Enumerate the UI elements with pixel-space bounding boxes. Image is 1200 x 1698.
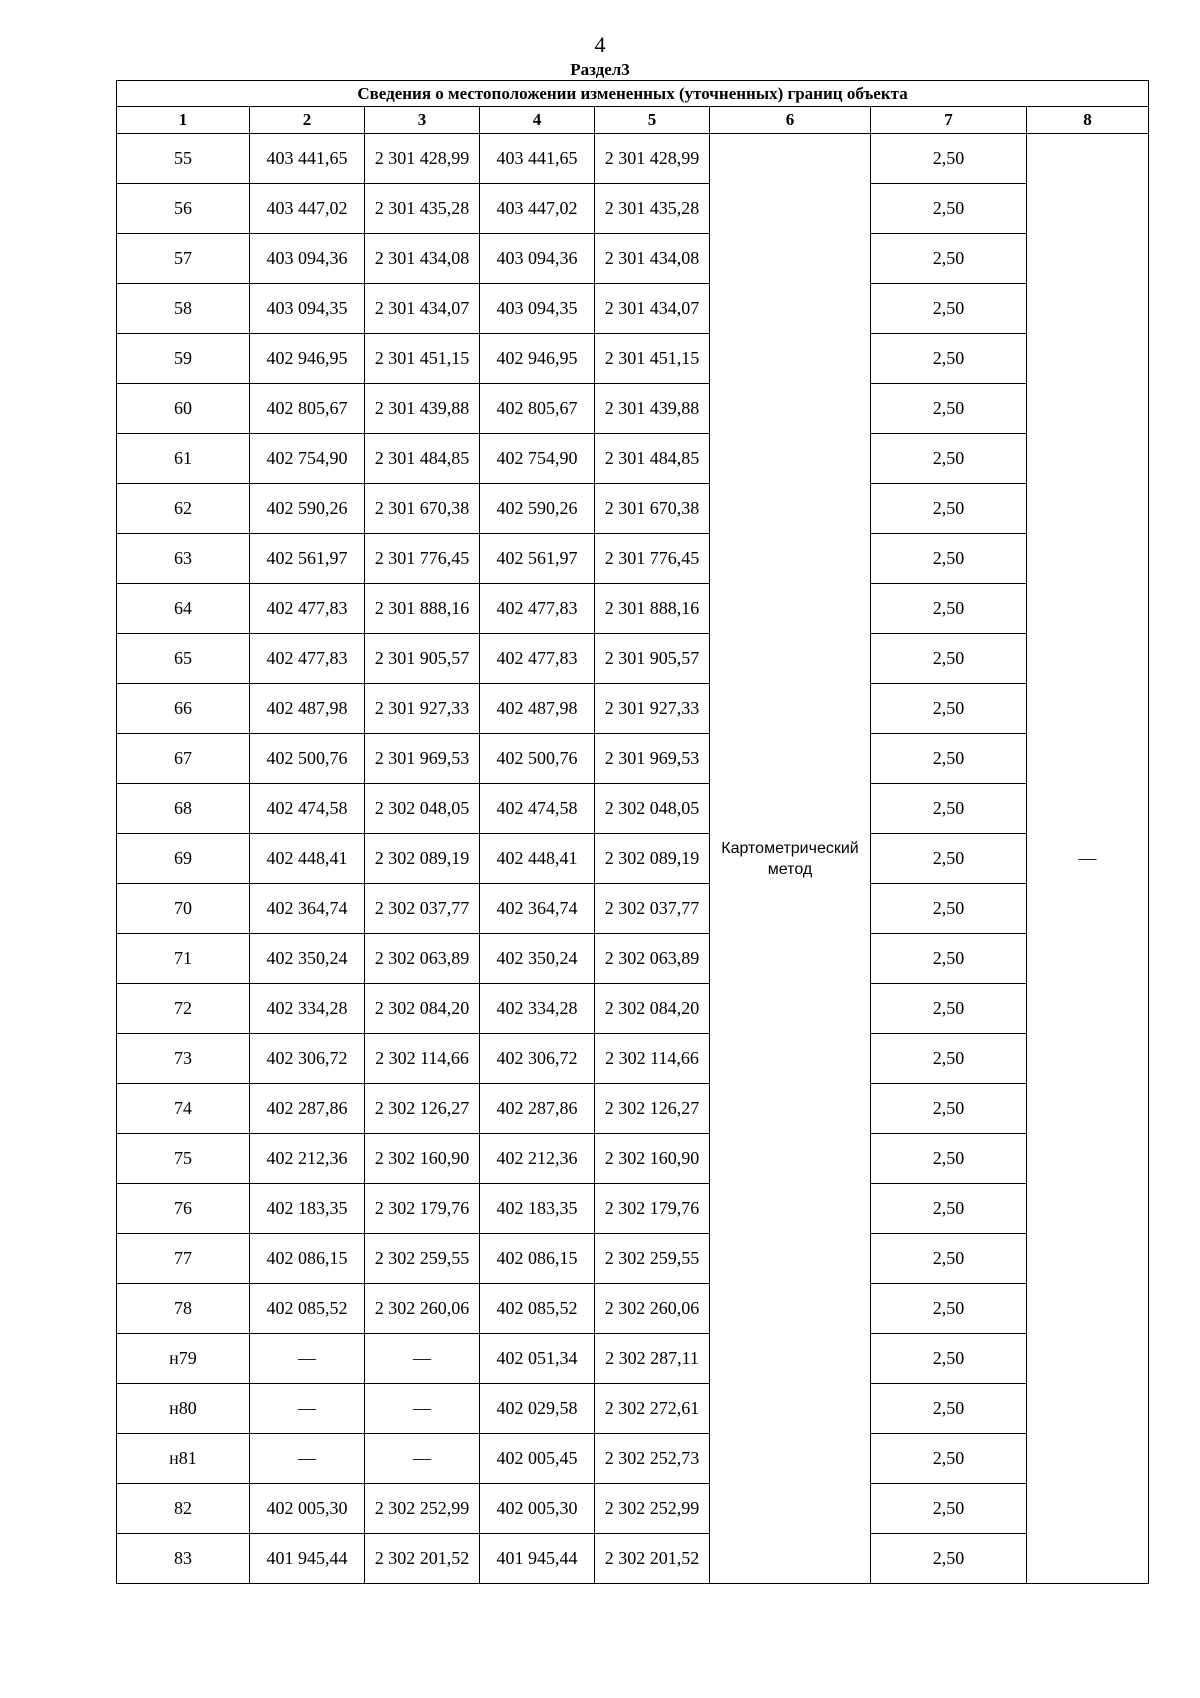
existing-y-cell: 2 301 969,53 [365, 734, 480, 784]
existing-y-cell: — [365, 1334, 480, 1384]
refined-x-cell: 403 447,02 [480, 184, 595, 234]
table-row [117, 784, 1149, 834]
existing-x-cell: 402 085,52 [250, 1284, 365, 1334]
refined-y-cell: 2 302 287,11 [595, 1334, 710, 1384]
table-row [117, 734, 1149, 784]
existing-y-cell: 2 302 252,99 [365, 1484, 480, 1534]
refined-y-cell: 2 301 439,88 [595, 384, 710, 434]
existing-x-cell: 402 005,30 [250, 1484, 365, 1534]
refined-x-cell: 402 029,58 [480, 1384, 595, 1434]
existing-y-cell: 2 302 114,66 [365, 1034, 480, 1084]
existing-x-cell: 402 183,35 [250, 1184, 365, 1234]
point-number-cell: 64 [117, 584, 250, 634]
table-row [117, 1434, 1149, 1484]
table-row [117, 134, 1149, 184]
refined-y-cell: 2 301 969,53 [595, 734, 710, 784]
accuracy-cell: 2,50 [871, 134, 1027, 184]
accuracy-cell: 2,50 [871, 1334, 1027, 1384]
point-number-cell: н79 [117, 1334, 250, 1384]
existing-y-cell: 2 302 260,06 [365, 1284, 480, 1334]
accuracy-cell: 2,50 [871, 184, 1027, 234]
existing-y-cell: 2 302 037,77 [365, 884, 480, 934]
accuracy-cell: 2,50 [871, 934, 1027, 984]
refined-y-cell: 2 301 888,16 [595, 584, 710, 634]
refined-x-cell: 402 306,72 [480, 1034, 595, 1084]
refined-x-cell: 402 500,76 [480, 734, 595, 784]
existing-x-cell: 403 447,02 [250, 184, 365, 234]
accuracy-cell: 2,50 [871, 1134, 1027, 1184]
refined-y-cell: 2 301 434,07 [595, 284, 710, 334]
table-row [117, 284, 1149, 334]
refined-x-cell: 402 086,15 [480, 1234, 595, 1284]
accuracy-cell: 2,50 [871, 1284, 1027, 1334]
existing-x-cell: 402 287,86 [250, 1084, 365, 1134]
existing-x-cell: 402 500,76 [250, 734, 365, 784]
table-row [117, 934, 1149, 984]
refined-y-cell: 2 301 484,85 [595, 434, 710, 484]
refined-y-cell: 2 301 434,08 [595, 234, 710, 284]
refined-x-cell: 402 051,34 [480, 1334, 595, 1384]
existing-x-cell: 403 094,35 [250, 284, 365, 334]
refined-y-cell: 2 302 272,61 [595, 1384, 710, 1434]
accuracy-cell: 2,50 [871, 1234, 1027, 1284]
table-row [117, 634, 1149, 684]
table-row [117, 1184, 1149, 1234]
column-header: 6 [710, 107, 871, 134]
refined-y-cell: 2 302 160,90 [595, 1134, 710, 1184]
point-number-cell: 59 [117, 334, 250, 384]
refined-x-cell: 402 183,35 [480, 1184, 595, 1234]
accuracy-cell: 2,50 [871, 1034, 1027, 1084]
refined-x-cell: 402 350,24 [480, 934, 595, 984]
table-row [117, 1034, 1149, 1084]
existing-y-cell: 2 302 063,89 [365, 934, 480, 984]
refined-y-cell: 2 302 260,06 [595, 1284, 710, 1334]
existing-x-cell: 402 946,95 [250, 334, 365, 384]
point-number-cell: 75 [117, 1134, 250, 1184]
point-number-cell: 83 [117, 1534, 250, 1584]
table-row [117, 1484, 1149, 1534]
existing-y-cell: 2 302 089,19 [365, 834, 480, 884]
table-row [117, 184, 1149, 234]
column-header: 8 [1027, 107, 1149, 134]
existing-y-cell: 2 301 439,88 [365, 384, 480, 434]
table-row [117, 234, 1149, 284]
existing-y-cell: 2 301 776,45 [365, 534, 480, 584]
point-number-cell: 71 [117, 934, 250, 984]
accuracy-cell: 2,50 [871, 984, 1027, 1034]
refined-x-cell: 402 287,86 [480, 1084, 595, 1134]
refined-y-cell: 2 302 259,55 [595, 1234, 710, 1284]
existing-x-cell: 402 334,28 [250, 984, 365, 1034]
coordinates-table [116, 80, 1149, 1584]
point-number-cell: 70 [117, 884, 250, 934]
refined-x-cell: 402 474,58 [480, 784, 595, 834]
refined-x-cell: 402 477,83 [480, 634, 595, 684]
point-number-cell: н81 [117, 1434, 250, 1484]
existing-x-cell: 402 364,74 [250, 884, 365, 934]
point-number-cell: 77 [117, 1234, 250, 1284]
point-number-cell: 56 [117, 184, 250, 234]
refined-x-cell: 402 364,74 [480, 884, 595, 934]
table-row [117, 434, 1149, 484]
existing-x-cell: — [250, 1334, 365, 1384]
refined-x-cell: 402 805,67 [480, 384, 595, 434]
refined-y-cell: 2 302 084,20 [595, 984, 710, 1034]
accuracy-cell: 2,50 [871, 1484, 1027, 1534]
refined-y-cell: 2 301 435,28 [595, 184, 710, 234]
refined-x-cell: 402 334,28 [480, 984, 595, 1034]
existing-y-cell: 2 302 126,27 [365, 1084, 480, 1134]
accuracy-cell: 2,50 [871, 884, 1027, 934]
table-row [117, 534, 1149, 584]
refined-x-cell: 402 005,45 [480, 1434, 595, 1484]
point-number-cell: н80 [117, 1384, 250, 1434]
refined-y-cell: 2 302 179,76 [595, 1184, 710, 1234]
existing-x-cell: 402 754,90 [250, 434, 365, 484]
column-header: 7 [871, 107, 1027, 134]
table-row [117, 384, 1149, 434]
table-row [117, 1084, 1149, 1134]
column-header: 2 [250, 107, 365, 134]
point-number-cell: 63 [117, 534, 250, 584]
existing-y-cell: 2 301 888,16 [365, 584, 480, 634]
table-row [117, 834, 1149, 884]
existing-x-cell: 402 474,58 [250, 784, 365, 834]
existing-y-cell: 2 302 160,90 [365, 1134, 480, 1184]
refined-x-cell: 403 094,35 [480, 284, 595, 334]
accuracy-cell: 2,50 [871, 384, 1027, 434]
existing-x-cell: — [250, 1434, 365, 1484]
existing-y-cell: 2 301 484,85 [365, 434, 480, 484]
accuracy-cell: 2,50 [871, 734, 1027, 784]
table-caption: Сведения о местоположении измененных (уточненных) границ объекта [117, 81, 1149, 107]
accuracy-cell: 2,50 [871, 284, 1027, 334]
refined-y-cell: 2 301 927,33 [595, 684, 710, 734]
point-number-cell: 74 [117, 1084, 250, 1134]
accuracy-cell: 2,50 [871, 534, 1027, 584]
existing-x-cell: 403 441,65 [250, 134, 365, 184]
point-number-cell: 57 [117, 234, 250, 284]
accuracy-cell: 2,50 [871, 1534, 1027, 1584]
existing-x-cell: 402 477,83 [250, 634, 365, 684]
refined-x-cell: 402 487,98 [480, 684, 595, 734]
existing-x-cell: 402 561,97 [250, 534, 365, 584]
existing-x-cell: 402 805,67 [250, 384, 365, 434]
existing-x-cell: — [250, 1384, 365, 1434]
refined-y-cell: 2 302 114,66 [595, 1034, 710, 1084]
accuracy-cell: 2,50 [871, 584, 1027, 634]
existing-x-cell: 402 350,24 [250, 934, 365, 984]
existing-x-cell: 402 477,83 [250, 584, 365, 634]
existing-x-cell: 403 094,36 [250, 234, 365, 284]
point-number-cell: 73 [117, 1034, 250, 1084]
existing-x-cell: 402 306,72 [250, 1034, 365, 1084]
refined-x-cell: 402 005,30 [480, 1484, 595, 1534]
table-row [117, 584, 1149, 634]
refined-x-cell: 402 448,41 [480, 834, 595, 884]
existing-x-cell: 401 945,44 [250, 1534, 365, 1584]
column-header: 5 [595, 107, 710, 134]
accuracy-cell: 2,50 [871, 1434, 1027, 1484]
refined-y-cell: 2 302 089,19 [595, 834, 710, 884]
existing-y-cell: 2 301 905,57 [365, 634, 480, 684]
accuracy-cell: 2,50 [871, 634, 1027, 684]
point-number-cell: 68 [117, 784, 250, 834]
refined-y-cell: 2 301 776,45 [595, 534, 710, 584]
refined-y-cell: 2 301 670,38 [595, 484, 710, 534]
method-cell: Картометрический метод [710, 134, 871, 1584]
existing-y-cell: 2 301 927,33 [365, 684, 480, 734]
existing-x-cell: 402 448,41 [250, 834, 365, 884]
refined-x-cell: 401 945,44 [480, 1534, 595, 1584]
point-number-cell: 82 [117, 1484, 250, 1534]
table-row [117, 684, 1149, 734]
point-number-cell: 76 [117, 1184, 250, 1234]
table-row [117, 884, 1149, 934]
refined-y-cell: 2 301 905,57 [595, 634, 710, 684]
point-number-cell: 55 [117, 134, 250, 184]
existing-y-cell: 2 302 259,55 [365, 1234, 480, 1284]
refined-x-cell: 402 477,83 [480, 584, 595, 634]
accuracy-cell: 2,50 [871, 234, 1027, 284]
point-number-cell: 69 [117, 834, 250, 884]
table-row [117, 1134, 1149, 1184]
existing-x-cell: 402 590,26 [250, 484, 365, 534]
refined-y-cell: 2 302 252,99 [595, 1484, 710, 1534]
accuracy-cell: 2,50 [871, 834, 1027, 884]
existing-y-cell: 2 302 179,76 [365, 1184, 480, 1234]
table-row [117, 334, 1149, 384]
existing-x-cell: 402 212,36 [250, 1134, 365, 1184]
existing-y-cell: 2 301 451,15 [365, 334, 480, 384]
refined-x-cell: 403 094,36 [480, 234, 595, 284]
accuracy-cell: 2,50 [871, 1084, 1027, 1134]
refined-x-cell: 402 754,90 [480, 434, 595, 484]
table-row [117, 1284, 1149, 1334]
existing-x-cell: 402 487,98 [250, 684, 365, 734]
accuracy-cell: 2,50 [871, 684, 1027, 734]
existing-y-cell: 2 302 201,52 [365, 1534, 480, 1584]
table-row [117, 1384, 1149, 1434]
existing-y-cell: 2 301 428,99 [365, 134, 480, 184]
column-header: 1 [117, 107, 250, 134]
point-number-cell: 62 [117, 484, 250, 534]
existing-y-cell: 2 301 434,07 [365, 284, 480, 334]
refined-y-cell: 2 302 048,05 [595, 784, 710, 834]
table-row [117, 1534, 1149, 1584]
table-row [117, 984, 1149, 1034]
column-header: 3 [365, 107, 480, 134]
refined-x-cell: 402 590,26 [480, 484, 595, 534]
table-row [117, 1234, 1149, 1284]
refined-y-cell: 2 302 252,73 [595, 1434, 710, 1484]
note-cell: — [1027, 134, 1149, 1584]
refined-y-cell: 2 301 428,99 [595, 134, 710, 184]
existing-y-cell: — [365, 1384, 480, 1434]
existing-y-cell: 2 301 435,28 [365, 184, 480, 234]
point-number-cell: 60 [117, 384, 250, 434]
refined-y-cell: 2 302 037,77 [595, 884, 710, 934]
refined-y-cell: 2 301 451,15 [595, 334, 710, 384]
existing-y-cell: 2 302 084,20 [365, 984, 480, 1034]
column-header: 4 [480, 107, 595, 134]
section-title: Раздел3 [570, 60, 630, 79]
accuracy-cell: 2,50 [871, 434, 1027, 484]
existing-y-cell: 2 301 434,08 [365, 234, 480, 284]
refined-x-cell: 402 946,95 [480, 334, 595, 384]
refined-y-cell: 2 302 063,89 [595, 934, 710, 984]
existing-x-cell: 402 086,15 [250, 1234, 365, 1284]
point-number-cell: 78 [117, 1284, 250, 1334]
point-number-cell: 61 [117, 434, 250, 484]
accuracy-cell: 2,50 [871, 784, 1027, 834]
page-number: 4 [594, 32, 606, 57]
point-number-cell: 66 [117, 684, 250, 734]
refined-x-cell: 403 441,65 [480, 134, 595, 184]
table-row [117, 1334, 1149, 1384]
existing-y-cell: 2 301 670,38 [365, 484, 480, 534]
refined-x-cell: 402 085,52 [480, 1284, 595, 1334]
point-number-cell: 67 [117, 734, 250, 784]
refined-y-cell: 2 302 201,52 [595, 1534, 710, 1584]
point-number-cell: 72 [117, 984, 250, 1034]
refined-y-cell: 2 302 126,27 [595, 1084, 710, 1134]
refined-x-cell: 402 561,97 [480, 534, 595, 584]
accuracy-cell: 2,50 [871, 1184, 1027, 1234]
accuracy-cell: 2,50 [871, 334, 1027, 384]
existing-y-cell: — [365, 1434, 480, 1484]
point-number-cell: 65 [117, 634, 250, 684]
existing-y-cell: 2 302 048,05 [365, 784, 480, 834]
accuracy-cell: 2,50 [871, 1384, 1027, 1434]
point-number-cell: 58 [117, 284, 250, 334]
table-row [117, 484, 1149, 534]
table-body [117, 134, 1149, 1584]
accuracy-cell: 2,50 [871, 484, 1027, 534]
refined-x-cell: 402 212,36 [480, 1134, 595, 1184]
